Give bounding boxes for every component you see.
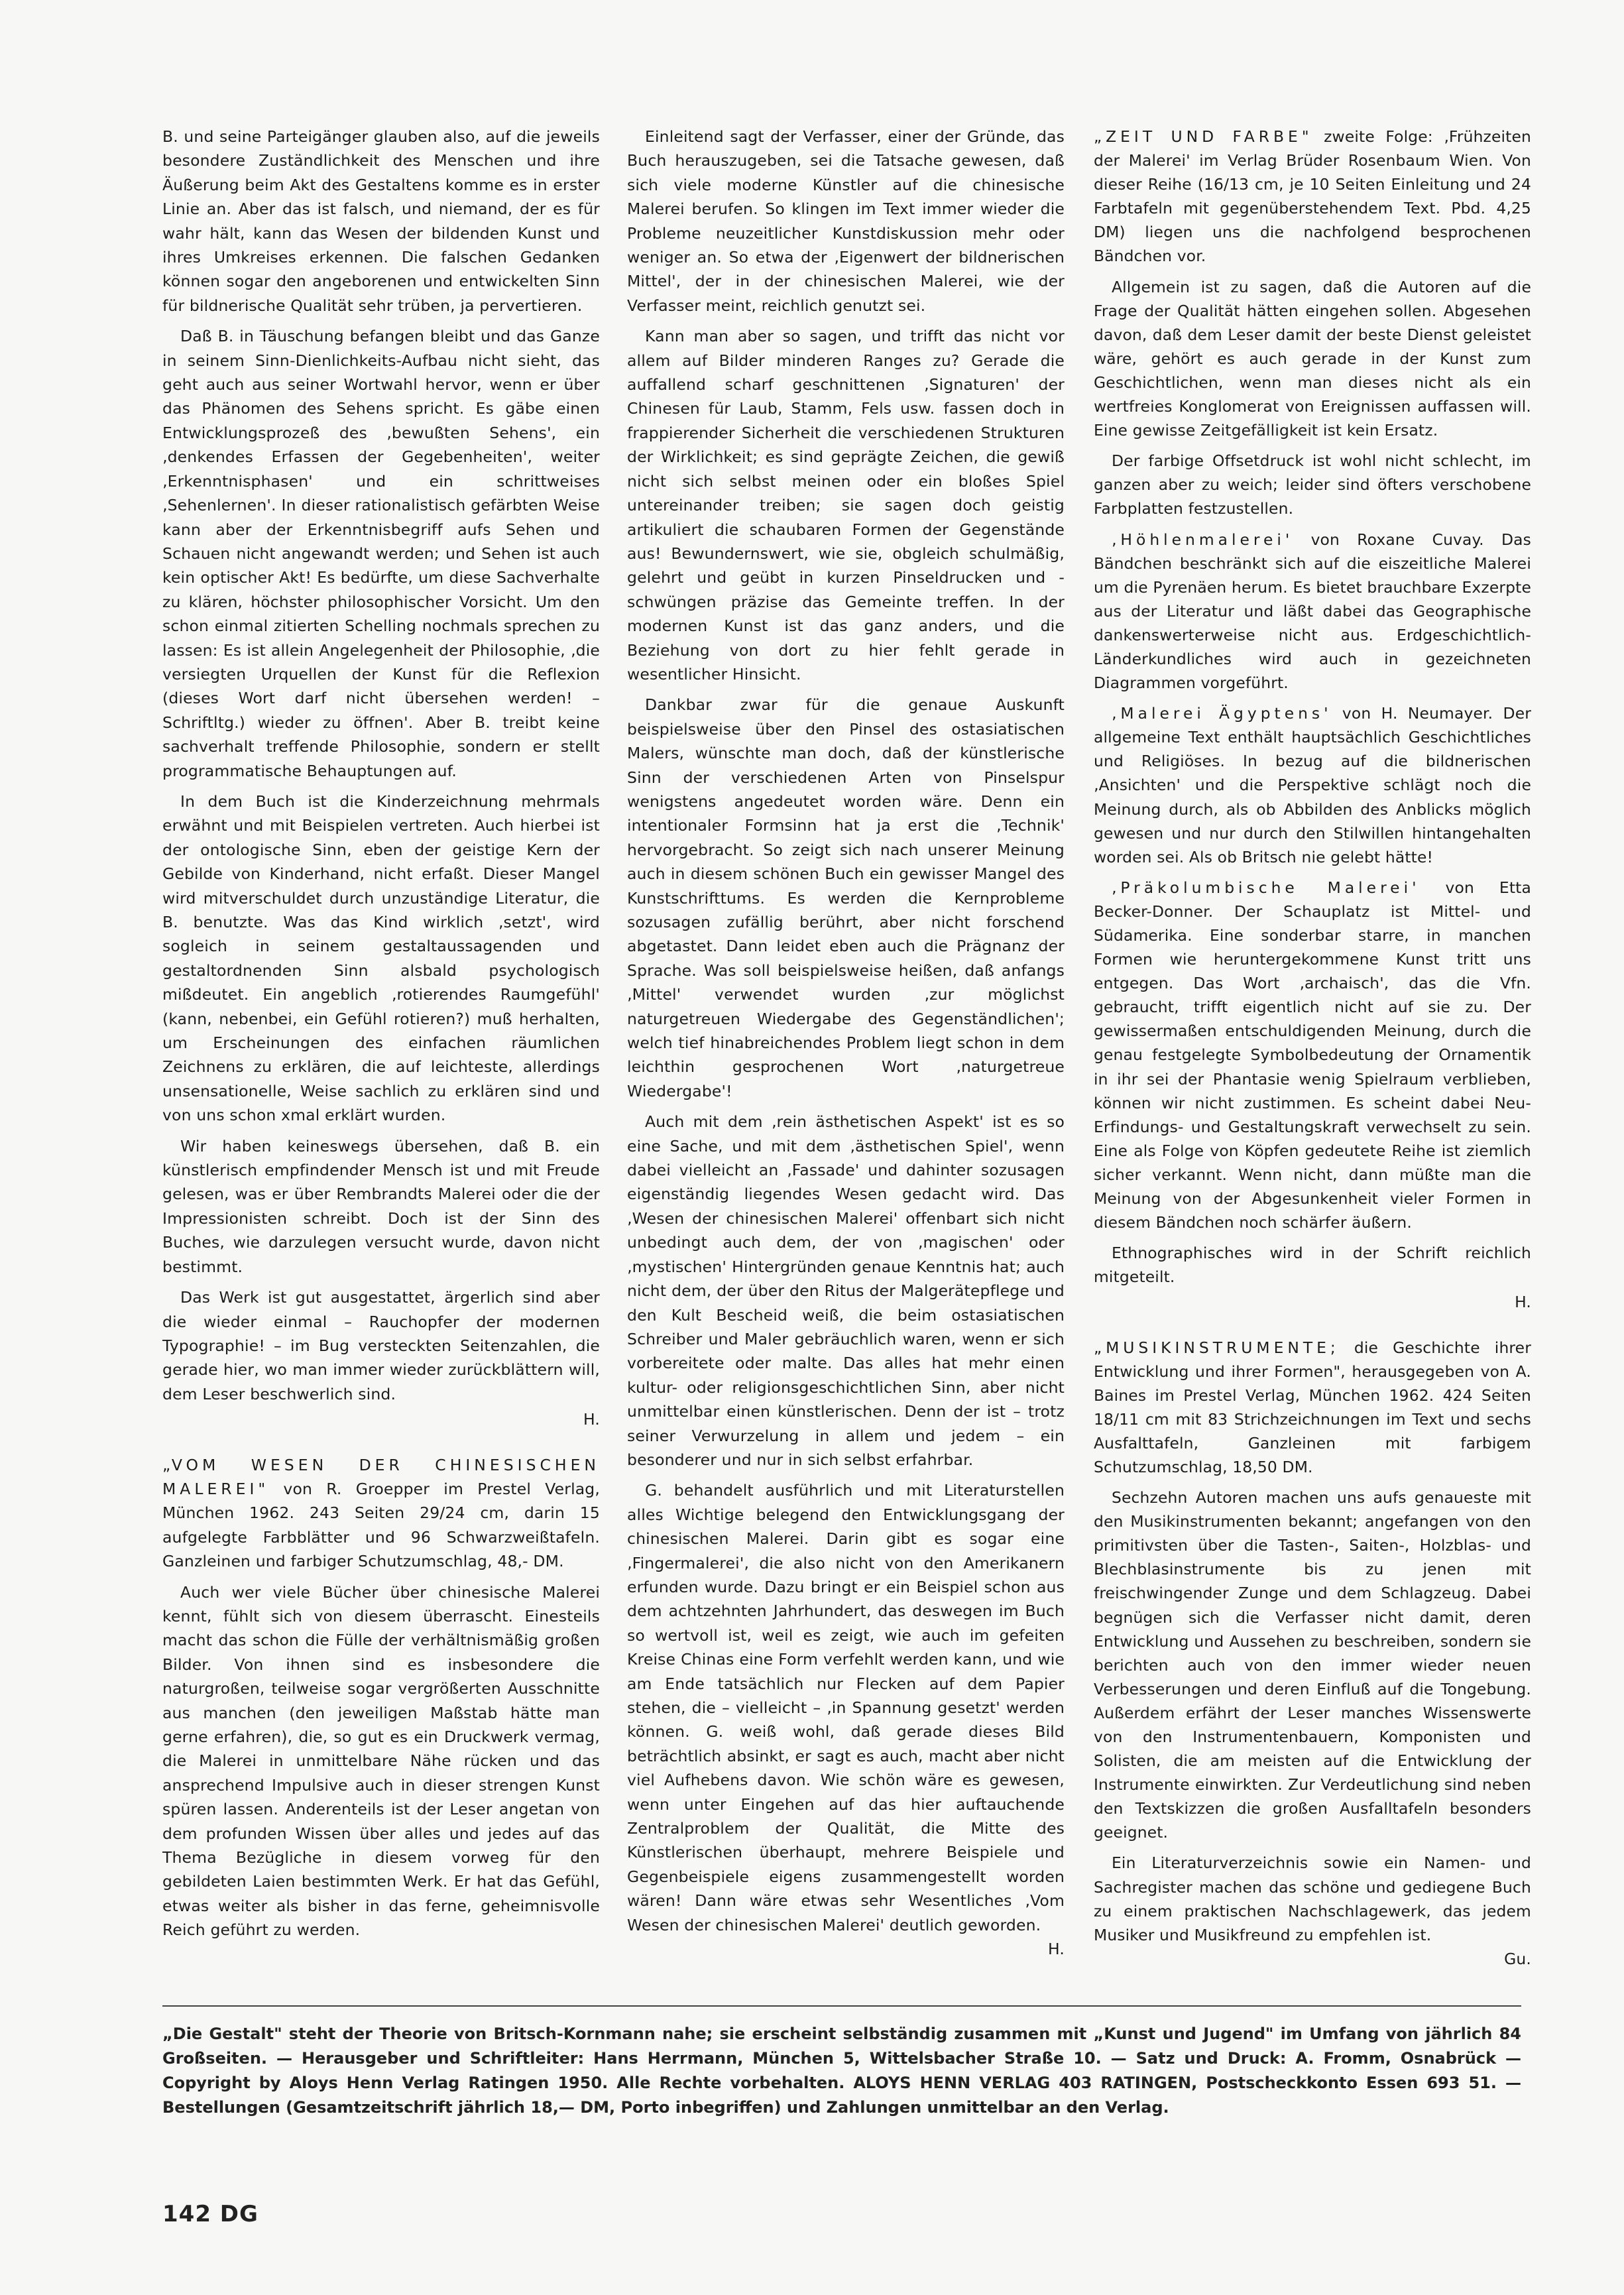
review-heading-chinesische-malerei [162, 1453, 600, 1574]
paragraph: In dem Buch ist die Kinderzeichnung mehrmals erwähnt und mit Beispielen vertreten. Auch hierbei ist der ontologische Sinn, eben der geistige Kern der Gebilde von Kinderhand, nicht erfaßt. Dieser Mangel wird mitverschuldet durch unzuständige Literatur, die B. benutzte. Was das Kind wirklich ‚setzt', wird sogleich in seinem gestaltaussagenden und gestaltordnenden Sinn alsbald psychologisch mißdeutet. Ein angeblich ‚rotierendes Raumgefühl' (kann, nebenbei, ein Gefühl rotieren?) muß herhalten, um Erscheinungen des einfachen räumlichen Zeichnens zu erklären, die auf leichteste, allerdings unsensationelle, Weise sachlich zu erklären sind und von uns schon xmal erklärt wurden. [162, 792, 600, 1125]
review-hoehlenmalerei [1094, 528, 1531, 695]
paragraph: Einleitend sagt der Verfasser, einer der Gründe, das Buch herauszugeben, sei die Tatsache gewesen, daß sich viele moderne Künstler auf die chinesische Malerei berufen. So klingen im Text immer wieder die Probleme neuzeitlicher Kunstdiskussion mehr oder weniger an. So etwa der ‚Eigenwert der bildnerischen Mittel', der in der chinesischen Malerei, wie der Verfasser meint, reichlich genutzt sei. [627, 127, 1065, 315]
review-heading-zeit-und-farbe [1094, 125, 1531, 268]
reviewer-signature: H. [1515, 1293, 1531, 1312]
column-left [162, 125, 600, 1949]
paragraph: Auch mit dem ‚rein ästhetischen Aspekt' ist es so eine Sache, und mit dem ‚ästhetischen Spiel', wenn dabei vielleicht an ‚Fassade' und dahinter sozusagen eigenständig liegendes Wesen gedacht wird. Das ‚Wesen der chinesischen Malerei' offenbart sich nicht unbedingt auch dem, der von ‚magischen' oder ‚mystischen' Hintergründen genaue Kenntnis hat; auch nicht dem, der über den Ritus der Malgerätepflege und den Kult Bescheid weiß, die beim ostasiatischen Schreiber und Maler gebräuchlich waren, wenn er sich vorbereitete oder malte. Das alles hat mehr einen kultur- oder religionsgeschichtlichen Sinn, aber nicht unmittelbar einen künstlerischen. Denn der ist – trotz seiner Verwurzelung in allem und jedem – ein besonderer und nur in sich selbst erfahrbar. [627, 1112, 1065, 1469]
review-title: ‚Höhlenmalerei' [1112, 530, 1294, 549]
review-title: „MUSIKINSTRUMENTE; [1094, 1338, 1340, 1357]
paragraph: Das Werk ist gut ausgestattet, ärgerlich sind aber die wieder einmal – Rauchopfer der modernen Typographie! – im Bug versteckten Seitenzahlen, die gerade hier, wo man immer wieder zurückblättern will, dem Leser beschwerlich sind. [162, 1288, 600, 1403]
review-title: ‚Malerei Ägyptens' [1112, 704, 1332, 723]
reviewer-signature: H. [1047, 1940, 1065, 1959]
paragraph: Auch wer viele Bücher über chinesische Malerei kennt, fühlt sich von diesem überrascht. Einesteils macht das schon die Fülle der verhältnismäßig großen Bilder. Von ihnen sind es insbesondere die naturgroßen, teilweise sogar vergrößerten Ausschnitte aus manchen (den jeweiligen Maßstab hätte man gerne erfahren), die, so gut es ein Druckwerk vermag, die Malerei in unmittelbare Nähe rücken und das ansprechend Impulsive auch in dieser strengen Kunst spüren lassen. Anderenteils ist der Leser angetan von dem profunden Wissen über alles und jedes auf das Thema Bezügliche in diesem vorweg für den gebildeten Laien bestimmten Werk. Er hat das Gefühl, etwas weiter als bisher in das ferne, geheimnisvolle Reich geführt zu werden. [162, 1582, 600, 1940]
paragraph: B. und seine Parteigänger glauben also, auf die jeweils besondere Zuständlichkeit des Menschen und ihre Äußerung beim Akt des Gestaltens komme es in erster Linie an. Aber das ist falsch, und niemand, der es für wahr hält, kann das Wesen der bildenden Kunst und ihres Umkreises erkennen. Die falschen Gedanken können sogar den angeborenen und entwickelten Sinn für bildnerische Qualität sehr trüben, ja pervertieren. [162, 127, 600, 315]
review-text: von Roxane Cuvay. Das Bändchen beschränkt sich auf die eiszeitliche Malerei um die Pyrenäen herum. Es bietet brauchbare Exzerpte aus der Literatur und läßt dabei das Geographische dankenswerterweise nicht aus. Erdgeschichtlich-Länderkundliches wird auch in gezeichneten Diagrammen vorgeführt. [1094, 530, 1531, 693]
paragraph: Kann man aber so sagen, und trifft das nicht vor allem auf Bilder minderen Ranges zu? Gerade die auffallend scharf geschnittenen ‚Signaturen' der Chinesen für Laub, Stamm, Fels usw. fassen doch in frappierender Sicherheit die verschiedenen Strukturen der Wirklichkeit; es sind geprägte Zeichen, die gewiß nicht sich selbst meinen oder ein bloßes Spiel untereinander treiben; sie sagen doch geistig artikuliert die schaubaren Formen der Gegenstände aus! Bewundernswert, wie sie, obgleich schulmäßig, gelehrt und geübt in kurzen Pinseldrucken und -schwüngen präzise das Gemeinte treffen. In der modernen Kunst ist das ganz anders, und die Beziehung von dort zu hier fehlt gerade in wesentlicher Hinsicht. [627, 327, 1065, 683]
footer-divider [162, 2005, 1521, 2007]
review-title: ‚Präkolumbische Malerei' [1112, 878, 1421, 897]
review-heading-musikinstrumente [1094, 1336, 1531, 1480]
review-publication-info: zweite Folge: ‚Frühzeiten der Malerei' im Verlag Brüder Rosenbaum Wien. Von dieser Reihe (16/13 cm, je 10 Seiten Einleitung und 24 Farbtafeln mit gegenüberstehendem Text. Pbd. 4,25 DM) liegen uns die nachfolgend besprochenen Bändchen vor. [1094, 127, 1531, 266]
paragraph: Ein Literaturverzeichnis sowie ein Namen- und Sachregister machen das schöne und gediegene Buch zu einem praktischen Nachschlagewerk, das jedem Musiker und Musikfreund zu empfehlen ist. [1094, 1854, 1531, 1944]
paragraph: Der farbige Offsetdruck ist wohl nicht schlecht, im ganzen aber zu weich; leider sind öfters verschobene Farbplatten festzustellen. [1094, 451, 1531, 518]
paragraph: G. behandelt ausführlich und mit Literaturstellen alles Wichtige belegend den Entwicklungsgang der chinesischen Malerei. Darin gibt es sogar eine ‚Fingermalerei', die also nicht von den Amerikanern erfunden wurde. Dazu bringt er ein Beispiel schon aus dem achtzehnten Jahrhundert, das deswegen im Buch so wertvoll ist, weil es zeigt, wie auch im gefeiten Kreise Chinas eine Form verfehlt werden kann, und wie am Ende tatsächlich nur Flecken auf dem Papier stehen, die – vielleicht – ‚in Spannung gesetzt' werden können. G. weiß wohl, daß gerade dieses Bild beträchtlich absinkt, er sagt es auch, macht aber nicht viel Aufhebens davon. Wie schön wäre es gewesen, wenn unter Eingehen auf das hier auftauchende Zentralproblem der Qualität, die Mitte des Künstlerischen überhaupt, mehrere Beispiele und Gegenbeispiele eigens zusammengestellt worden wären! Dann wäre etwas sehr Wesentliches ‚Vom Wesen der chinesischen Malerei' deutlich geworden. [627, 1481, 1065, 1934]
reviewer-signature: Gu. [1504, 1949, 1531, 1968]
review-publication-info: von R. Groepper im Prestel Verlag, München 1962. 243 Seiten 29/24 cm, darin 15 aufgelegte Farbblätter und 96 Schwarzweißtafeln. Ganzleinen und farbiger Schutzumschlag, 48,- DM. [162, 1479, 600, 1571]
column-middle [627, 125, 1065, 1968]
review-text: von Etta Becker-Donner. Der Schauplatz ist Mittel- und Südamerika. Eine sonderbar starre, in manchen Formen wie heruntergekommene Kunst tritt uns entgegen. Das Wort ‚archaisch', das die Vfn. gebraucht, trifft eigentlich nicht auf sie zu. Der gewissermaßen entschuldigenden Meinung, durch die genau festgelegte Symbolbedeutung der Ornamentik in ihr sei der Phantasie wenig Spielraum verblieben, können wir nicht zustimmen. Es scheint dabei Neu-Erfindungs- und Gestaltungskraft verwechselt zu sein. Eine als Folge von Köpfen gedeutete Reihe ist ziemlich sicher verkannt. Wenn nicht, dann müßte man die Meinung von der Abgesunkenheit vieler Formen in diesem Bändchen noch schärfer äußern. [1094, 878, 1531, 1232]
paragraph: Dankbar zwar für die genaue Auskunft beispielsweise über den Pinsel des ostasiatischen Malers, wünschte man doch, daß der künstlerische Sinn der verschiedenen Arten von Pinselspur wenigstens angedeutet worden wäre. Denn ein intentionaler Formsinn hat ja erst die ‚Technik' hervorgebracht. So zeigt sich nach unserer Meinung auch in diesem schönen Buch ein gewisser Mangel des Kunstschrifttums. Es werden die Kernprobleme sozusagen zufällig berührt, aber nicht forschend abgetastet. Dann leidet eben auch die Prägnanz der Sprache. Was soll beispielsweise heißen, daß anfangs ‚Mittel' verwendet wurden ‚zur möglichst naturgetreuen Wiedergabe des Gegenständlichen'; welch tief hinabreichendes Problem liegt schon in dem leichthin gesprochenen Wort ‚naturgetreue Wiedergabe'! [627, 695, 1065, 1100]
reviewer-signature: H. [583, 1410, 600, 1429]
review-title: „VOM WESEN DER CHINESISCHEN MALEREI" [162, 1455, 600, 1498]
paragraph: Ethnographisches wird in der Schrift reichlich mitgeteilt. [1094, 1244, 1531, 1287]
page-number: 142 DG [162, 2201, 259, 2227]
paragraph: Allgemein ist zu sagen, daß die Autoren auf die Frage der Qualität hätten eingehen sollen. Abgesehen davon, daß dem Leser damit der beste Dienst geleistet wäre, gehört es auch gerade in der Kunst zum Geschichtlichen, wenn man dieses nicht als ein wertfreies Konglomerat von Ereignissen auffassen will. Eine gewisse Zeitgefälligkeit ist kein Ersatz. [1094, 277, 1531, 440]
review-publication-info: die Geschichte ihrer Entwicklung und ihrer Formen", herausgegeben von A. Baines im Prestel Verlag, München 1962. 424 Seiten 18/11 cm mit 83 Strichzeichnungen im Text und sechs Ausfalttafeln, Ganzleinen mit farbigem Schutzumschlag, 18,50 DM. [1094, 1338, 1531, 1476]
paragraph: Sechzehn Autoren machen uns aufs genaueste mit den Musikinstrumenten bekannt; angefangen von den primitivsten über die Tasten-, Saiten-, Holzblas- und Blechblasinstrumente bis zu jenen mit freischwingender Zunge und dem Schlagzeug. Dabei begnügen sich die Verfasser nicht damit, deren Entwicklung und Aussehen zu beschreiben, sondern sie berichten auch von den immer wieder neuen Verbesserungen und deren Einfluß auf die Tongebung. Außerdem erfährt der Leser manches Wissenswerte von den Instrumentenbauern, Komponisten und Solisten, die am meisten auf die Entwicklung der Instrumente einwirkten. Zur Verdeutlichung sind neben den Textskizzen die großen Ausfalltafeln besonders geeignet. [1094, 1488, 1531, 1842]
review-text: von H. Neumayer. Der allgemeine Text enthält hauptsächlich Geschichtliches und Religiöses. In bezug auf die bildnerischen ‚Ansichten' und die Perspektive schlägt noch die Meinung durch, als ob Abbilden des Anblicks möglich gewesen und nur durch den Stilwillen hintangehalten worden sei. Als ob Britsch nie gelebt hätte! [1094, 704, 1532, 866]
publisher-footer: „Die Gestalt" steht der Theorie von Britsch-Kornmann nahe; sie erscheint selbständig zusammen mit „Kunst und Jugend" im Umfang von jährlich 84 Großseiten. — Herausgeber und Schriftleiter: Hans Herrmann, München 5, Wittelsbacher Straße 10. — Satz und Druck: A. Fromm, Osnabrück — Copyright by Aloys Henn Verlag Ratingen 1950. Alle Rechte vorbehalten. ALOYS HENN VERLAG 403 RATINGEN, Postscheckkonto Essen 693 51. — Bestellungen (Gesamtzeitschrift jährlich 18,— DM, Porto inbegriffen) und Zahlungen unmittelbar an den Verlag. [162, 2025, 1521, 2117]
paragraph: Daß B. in Täuschung befangen bleibt und das Ganze in seinem Sinn-Dienlichkeits-Aufbau nicht sieht, das geht auch aus seiner Wortwahl hervor, wenn er über das Phänomen des Sehens spricht. Es gäbe einen Entwicklungsprozeß des ‚bewußten Sehens', ein ‚denkendes Erfassen der Gegebenheiten', weiter ‚Erkenntnisphasen' und ein schrittweises ‚Sehenlernen'. In dieser rationalistisch gefärbten Weise kann aber der Erkenntnisbegriff aufs Sehen und Schauen nicht angewandt werden; und Sehen ist auch kein optischer Akt! Es bedürfte, um diese Sachverhalte zu klären, höchster philosophischer Vorsicht. Um den schon einmal zitierten Schelling nochmals sprechen zu lassen: Es ist allein Angelegenheit der Philosophie, ‚die versiegten Urquellen der Kunst für die Reflexion (dieses Wort darf nicht übersehen werden! – Schriftltg.) wieder zu öffnen'. Aber B. treibt keine sachverhalt treffende Philosophie, sondern er stellt programmatische Behauptungen auf. [162, 327, 600, 780]
review-malerei-aegyptens [1094, 701, 1531, 869]
paragraph: Wir haben keineswegs übersehen, daß B. ein künstlerisch empfindender Mensch ist und mit Freude gelesen, was er über Rembrandts Malerei oder die der Impressionisten schreibt. Doch ist der Sinn des Buches, wie darzulegen versucht wurde, davon nicht bestimmt. [162, 1136, 600, 1276]
review-title: „ZEIT UND FARBE" [1094, 127, 1313, 146]
review-praekolumbische-malerei [1094, 876, 1531, 1234]
column-right [1094, 125, 1531, 1977]
